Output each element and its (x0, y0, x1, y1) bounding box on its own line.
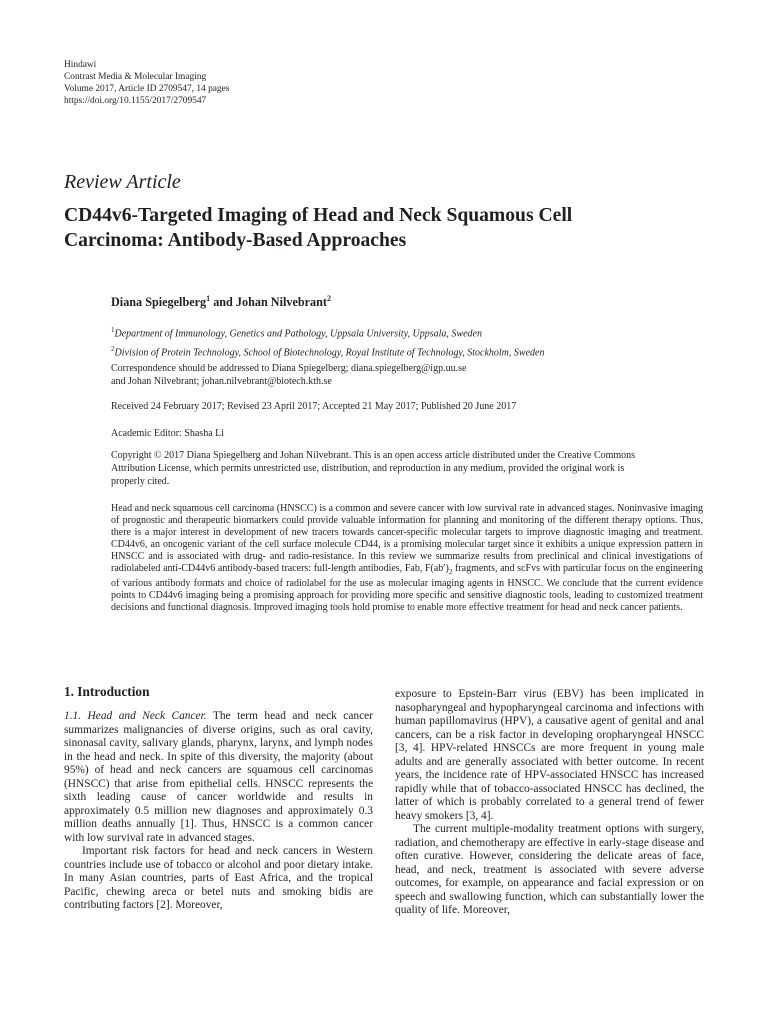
title-line: CD44v6-Targeted Imaging of Head and Neck Squamous Cell (64, 205, 573, 226)
copyright-notice (111, 450, 635, 488)
copyright-line: properly cited. (111, 475, 170, 487)
subsection-heading: 1.1. Head and Neck Cancer. (64, 710, 207, 722)
journal-name: Contrast Media & Molecular Imaging (64, 72, 207, 82)
publisher-name: Hindawi (64, 60, 97, 70)
author-name: Johan Nilvebrant (235, 295, 327, 310)
journal-header (64, 59, 229, 107)
author-name: Diana Spiegelberg (111, 295, 207, 310)
copyright-line: Copyright © 2017 Diana Spiegelberg and Johan Nilvebrant. This is an open access article distributed under the Creative Commons (111, 450, 636, 461)
correspondence-line: Correspondence should be addressed to Diana Spiegelberg; diana.spiegelberg@igp.uu.se (111, 363, 467, 374)
affiliation-number: 2 (111, 344, 115, 353)
body-paragraph: The current multiple-modality treatment options with surgery, radiation, and chemotherapy are effective in early-stage disease and often curative. However, considering the delicate areas of face, head, and neck, treatment is associated with severe adverse outcomes, for example, on appearance and facial expression or on speech and swallowing function, which can substantially lower the quality of life. Moreover, (395, 823, 704, 916)
article-title (64, 203, 724, 253)
body-column-left (64, 684, 373, 913)
affiliation-marker: 2 (326, 294, 331, 303)
affiliation-text: Division of Protein Technology, School of Biotechnology, Royal Institute of Technology, Stockholm, Sweden (114, 347, 545, 359)
paragraph-text: The term head and neck cancer summarizes malignancies of diverse origins, such as oral cavity, sinonasal cavity, salivary glands, pharynx, larynx, and lymph nodes in the head and neck. In spite of this diversity, the majority (about 95%) of head and neck cancers are squamous cell carcinomas (HNSCC) that arise from epithelial cells. HNSCC represents the sixth leading cause of cancer worldwide and results in approximately 0.5 million new diagnoses and approximately 0.3 million deaths annually [1]. Thus, HNSCC is a common cancer with low survival rate in advanced stages. (64, 710, 373, 844)
section-heading: 1. Introduction (64, 684, 150, 699)
body-paragraph: Important risk factors for head and neck cancers in Western countries include use of tobacco or alcohol and poor dietary intake. In many Asian countries, parts of East Africa, and the tropical Pacific, chewing areca or betel nuts and smoking bidis are contributing factors [2]. Moreover, (64, 845, 373, 911)
abstract-subscript: 2 (448, 567, 453, 576)
affiliation-number: 1 (111, 326, 115, 334)
author-list (111, 294, 331, 310)
body-paragraph: exposure to Epstein-Barr virus (EBV) has been implicated in nasopharyngeal and hypopharyngeal carcinoma and infections with human papillomavirus (HPV), a causative agent of genital and anal cancers, can be a risk factor in developing oropharyngeal HNSCC [3, 4]. HPV-related HNSCCs are more frequent in young male adults and are generally associated with better outcome. In recent years, the incidence rate of HPV-associated HNSCC has increased rapidly while that of tobacco-associated HNSCC has declined, the latter of which is probably correlated to a general trend of fewer heavy smokers [3, 4]. (395, 688, 704, 822)
affiliation (111, 342, 544, 361)
correspondence (111, 363, 466, 389)
author-connector: and (210, 295, 236, 310)
title-line: Carcinoma: Antibody-Based Approaches (64, 230, 407, 251)
volume-line: Volume 2017, Article ID 2709547, 14 pages (64, 84, 230, 94)
affiliations (111, 323, 544, 361)
doi-link[interactable]: https://doi.org/10.1155/2017/2709547 (64, 96, 207, 106)
article-type: Review Article (64, 171, 181, 193)
body-paragraph (64, 710, 373, 845)
copyright-line: Attribution License, which permits unrestricted use, distribution, and reproduction in any medium, provided the original work is (111, 462, 625, 474)
abstract-text: Head and neck squamous cell carcinoma (HNSCC) is a common and severe cancer with low survival rate in advanced stages. Noninvasive imaging of prognostic and therapeutic biomarkers could provide valuable information for planning and monitoring of the different therapy options. Thus, there is a major interest in development of new tracers towards cancer-specific molecular targets to improve diagnostic imaging and treatment. CD44v6, an oncogenic variant of the cell surface molecule CD44, is a promising molecular target since it exhibits a unique expression pattern in HNSCC and is associated with drug- and radio-resistance. In this review we summarize results from preclinical and clinical investigations of radiolabeled anti-CD44v6 antibody-based tracers: full-length antibodies, Fab, F(ab′) (111, 503, 703, 574)
body-column-right (395, 688, 704, 918)
abstract-text: fragments, and scFvs with particular focus on the engineering of various antibody formats and choice of radiolabel for the use as molecular imaging agents in HNSCC. We conclude that the current evidence points to CD44v6 imaging being a promising approach for providing more specific and sensitive diagnostic tools, leading to customized treatment decisions and functional diagnosis. Improved imaging tools hold promise to enable more effective treatment for head and neck cancer patients. (111, 562, 703, 614)
affiliation (111, 323, 544, 342)
abstract (111, 503, 703, 614)
affiliation-marker: 1 (206, 294, 211, 303)
correspondence-line: and Johan Nilvebrant; johan.nilvebrant@biotech.kth.se (111, 375, 332, 387)
affiliation-text: Department of Immunology, Genetics and Pathology, Uppsala University, Uppsala, Sweden (114, 328, 482, 340)
academic-editor: Academic Editor: Shasha Li (111, 428, 225, 439)
publication-dates: Received 24 February 2017; Revised 23 April 2017; Accepted 21 May 2017; Published 20 June 2017 (111, 401, 517, 412)
